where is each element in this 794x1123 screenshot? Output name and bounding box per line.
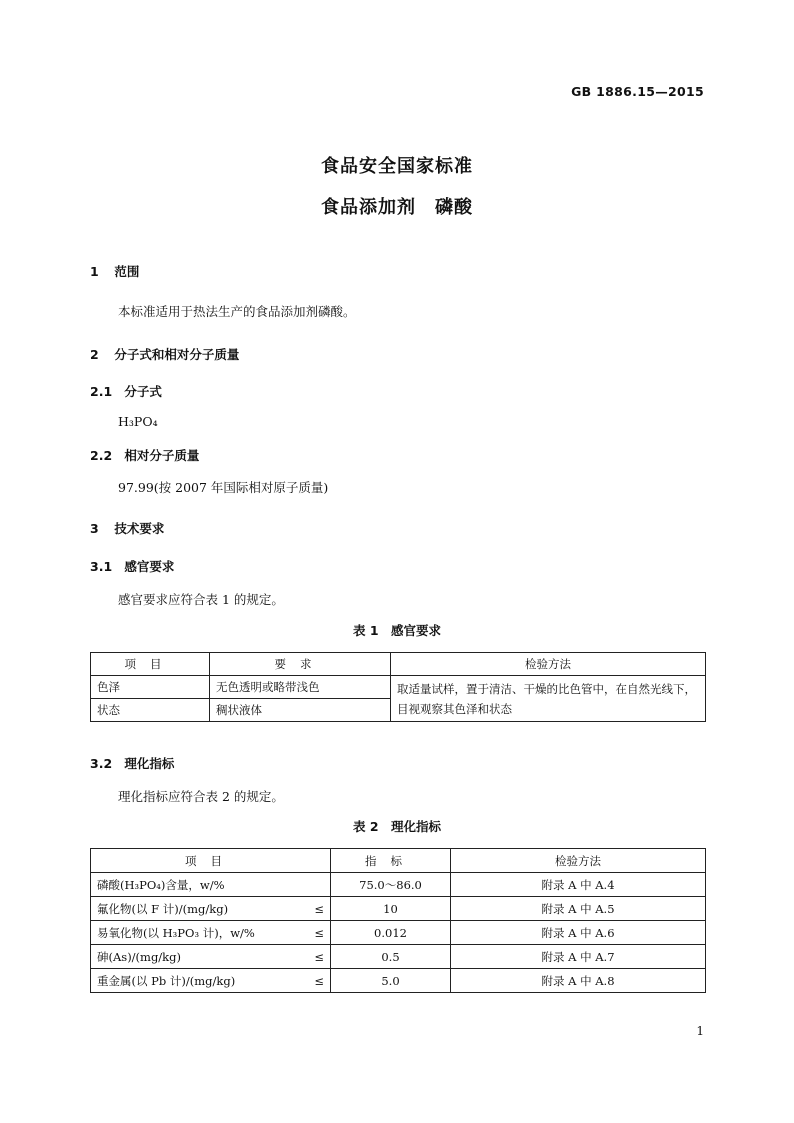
column-header: 项目 [91, 653, 210, 676]
section-number: 3.2 [90, 756, 113, 771]
item-cell: 砷(As)/(mg/kg) ≤ [91, 945, 331, 969]
section-number: 1 [90, 264, 99, 279]
requirement-cell: 无色透明或略带浅色 [210, 676, 391, 699]
page-number: 1 [696, 1024, 704, 1038]
section-title: 范围 [114, 264, 140, 279]
document-title: 食品安全国家标准 [321, 156, 473, 177]
value-cell: 10 [331, 897, 451, 921]
section-1-text: 本标准适用于热法生产的食品添加剂磷酸。 [118, 304, 356, 319]
physicochemical-indicators-table [90, 848, 706, 993]
column-header: 检验方法 [391, 653, 706, 676]
table-row [91, 921, 706, 945]
method-cell: 附录 A 中 A.6 [451, 921, 706, 945]
item-cell: 磷酸(H₃PO₄)含量，w/% [91, 873, 331, 897]
item-cell: 氟化物(以 F 计)/(mg/kg) ≤ [91, 897, 331, 921]
table-row [91, 676, 706, 699]
section-number: 2.1 [90, 384, 113, 399]
section-title: 分子式和相对分子质量 [114, 347, 240, 362]
table-2-caption: 表 2 理化指标 [352, 819, 442, 834]
item-cell: 重金属(以 Pb 计)/(mg/kg) ≤ [91, 969, 331, 993]
section-3-heading [90, 519, 164, 537]
section-3-2-heading [90, 754, 174, 772]
column-header: 指标 [331, 849, 451, 873]
molecular-mass: 97.99(按 2007 年国际相对原子质量) [118, 480, 329, 495]
section-number: 2 [90, 347, 99, 362]
document-subtitle: 食品添加剂 磷酸 [321, 197, 473, 218]
table-row [91, 945, 706, 969]
item-cell: 易氧化物(以 H₃PO₃ 计)，w/% ≤ [91, 921, 331, 945]
value-cell: 75.0～86.0 [331, 873, 451, 897]
molecular-formula: H₃PO₄ [118, 414, 158, 429]
section-number: 2.2 [90, 448, 113, 463]
section-2-2-heading [90, 446, 199, 464]
section-2-1-heading [90, 382, 162, 400]
item-cell: 色泽 [91, 676, 210, 699]
sensory-requirements-table [90, 652, 706, 722]
value-cell: 0.012 [331, 921, 451, 945]
method-cell: 附录 A 中 A.8 [451, 969, 706, 993]
comparison-symbol: ≤ [314, 973, 324, 988]
method-cell: 取适量试样，置于清洁、干燥的比色管中，在自然光线下，目视观察其色泽和状态 [391, 676, 706, 722]
section-title: 技术要求 [114, 521, 165, 536]
column-header: 检验方法 [451, 849, 706, 873]
table-header-row [91, 653, 706, 676]
item-cell: 状态 [91, 699, 210, 722]
table-row [91, 969, 706, 993]
section-2-heading [90, 345, 239, 363]
section-3-1-text: 感官要求应符合表 1 的规定。 [118, 592, 284, 607]
standard-code: GB 1886.15—2015 [571, 84, 704, 99]
section-title: 感官要求 [124, 559, 175, 574]
table-header-row [91, 849, 706, 873]
method-cell: 附录 A 中 A.7 [451, 945, 706, 969]
method-cell: 附录 A 中 A.5 [451, 897, 706, 921]
table-row [91, 897, 706, 921]
column-header: 项目 [91, 849, 331, 873]
table-1-caption: 表 1 感官要求 [352, 623, 442, 638]
section-title: 理化指标 [124, 756, 175, 771]
value-cell: 5.0 [331, 969, 451, 993]
table-row [91, 873, 706, 897]
section-title: 分子式 [124, 384, 162, 399]
requirement-cell: 稠状液体 [210, 699, 391, 722]
value-cell: 0.5 [331, 945, 451, 969]
section-number: 3 [90, 521, 99, 536]
comparison-symbol: ≤ [314, 949, 324, 964]
section-number: 3.1 [90, 559, 113, 574]
column-header: 要求 [210, 653, 391, 676]
section-3-1-heading [90, 557, 174, 575]
section-1-heading [90, 262, 139, 280]
comparison-symbol: ≤ [314, 901, 324, 916]
section-3-2-text: 理化指标应符合表 2 的规定。 [118, 789, 284, 804]
method-cell: 附录 A 中 A.4 [451, 873, 706, 897]
section-title: 相对分子质量 [124, 448, 200, 463]
comparison-symbol: ≤ [314, 925, 324, 940]
